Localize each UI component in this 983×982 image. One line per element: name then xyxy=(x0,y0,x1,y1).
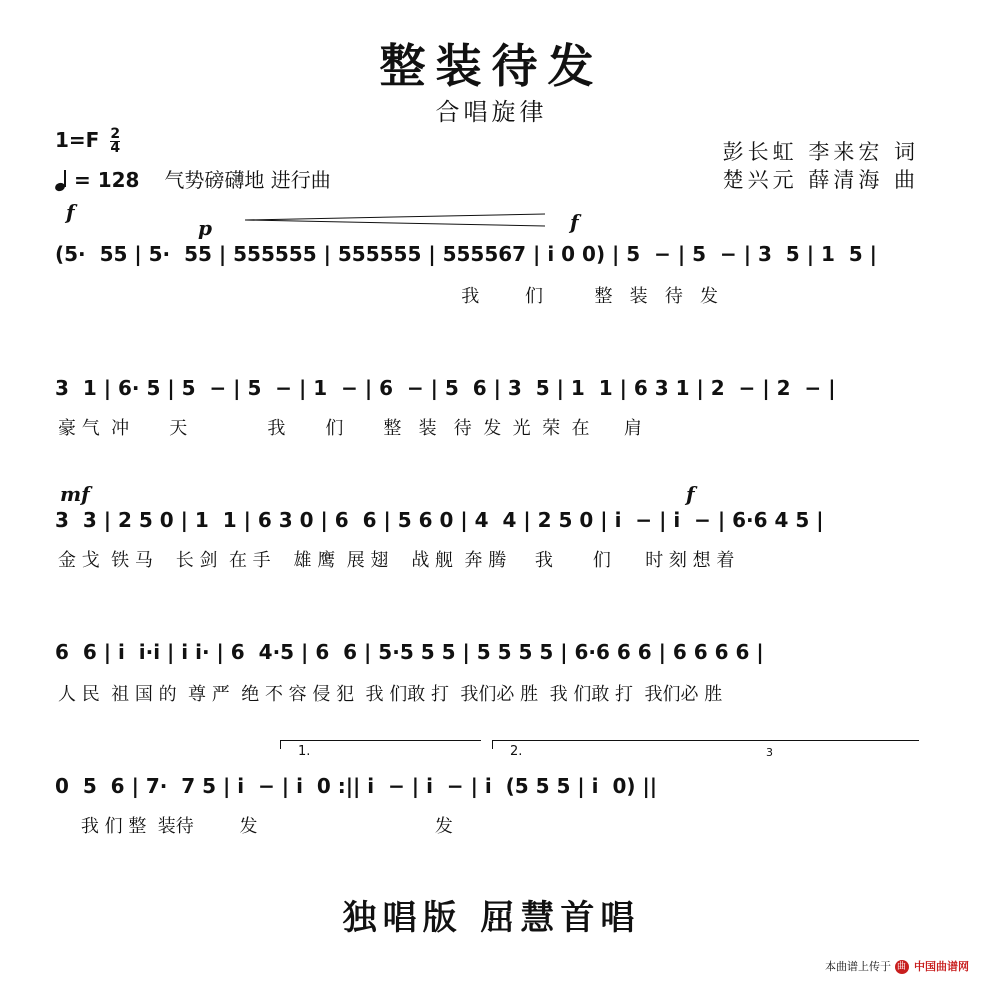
notes-row-5: 0 5 6 | 7· 7 5 | i − | i 0 :|| i − | i − | i (5 5 5 | i 0) || xyxy=(55,774,658,798)
notes-row-1: (5· 55 | 5· 55 | 555555 | 555555 | 555567 | i 0 0) | 5 − | 5 − | 3 5 | 1 5 | xyxy=(55,242,877,266)
triplet-mark: 3 xyxy=(766,746,773,759)
lyricist: 彭长虹 李来宏 词 xyxy=(722,140,919,164)
lyrics-row-4: 人 民 祖 国 的 尊 严 绝 不 容 侵 犯 我 们敢 打 我们必 胜 我 们敢 打 我们必 胜 xyxy=(58,684,723,705)
lyrics-row-5: 我 们 整 装待 发 发 xyxy=(58,816,453,837)
score-row-3 xyxy=(55,500,923,540)
score-row-2 xyxy=(55,368,923,408)
lyrics-row-3: 金 戈 铁 马 长 剑 在 手 雄 鹰 展 翅 战 舰 奔 腾 我 们 时 刻 想 着 xyxy=(58,550,735,571)
tempo-value: = 128 xyxy=(73,168,140,192)
lyrics-row-2: 豪 气 冲 天 我 们 整 装 待 发 光 荣 在 肩 xyxy=(58,418,642,439)
notes-row-3: 3 3 | 2 5 0 | 1 1 | 6 3 0 | 6 6 | 5 6 0 | 4 4 | 2 5 0 | i − | i − | 6·6 4 5 | xyxy=(55,508,824,532)
score-row-1 xyxy=(55,234,923,274)
song-title: 整装待发 xyxy=(379,39,604,93)
upload-credit xyxy=(825,958,969,974)
quarter-note-icon xyxy=(55,171,67,191)
crescendo-hairpin xyxy=(245,212,550,228)
upload-label: 本曲谱上传于 xyxy=(825,960,891,973)
dynamic-f: f xyxy=(686,482,695,506)
time-sig-bottom: 4 xyxy=(110,140,121,156)
site-logo-text: 中国曲谱网 xyxy=(914,960,969,973)
dynamic-f: f xyxy=(66,200,75,224)
time-sig-top: 2 xyxy=(110,126,121,142)
dynamic-mf: mf xyxy=(60,482,90,506)
key-signature xyxy=(55,128,120,155)
song-subtitle: 合唱旋律 xyxy=(435,98,548,126)
lyrics-row-1: 我 们 整 装 待 发 xyxy=(55,286,719,307)
key-label: 1=F xyxy=(55,128,100,152)
volta-1-label: 1. xyxy=(298,744,311,759)
performance-note: 独唱版 屈慧首唱 xyxy=(342,898,641,938)
volta-bracket-2 xyxy=(492,740,919,749)
tempo-line xyxy=(55,164,331,193)
tempo-mark: 气势磅礴地 进行曲 xyxy=(164,168,331,192)
notes-row-2: 3 1 | 6· 5 | 5 − | 5 − | 1 − | 6 − | 5 6 | 3 5 | 1 1 | 6 3 1 | 2 − | 2 − | xyxy=(55,376,836,400)
dynamic-f: f xyxy=(570,210,579,234)
time-signature xyxy=(110,128,120,155)
notes-row-4: 6 6 | i i·i | i i· | 6 4·5 | 6 6 | 5·5 5 5 | 5 5 5 5 | 6·6 6 6 | 6 6 6 6 | xyxy=(55,640,764,664)
score-row-4 xyxy=(55,632,923,672)
dynamic-p: p xyxy=(198,216,212,240)
score-row-5 xyxy=(55,766,923,806)
composer: 楚兴元 薛清海 曲 xyxy=(722,168,919,192)
site-logo-icon: 曲 xyxy=(895,960,909,974)
volta-2-label: 2. xyxy=(510,744,523,759)
